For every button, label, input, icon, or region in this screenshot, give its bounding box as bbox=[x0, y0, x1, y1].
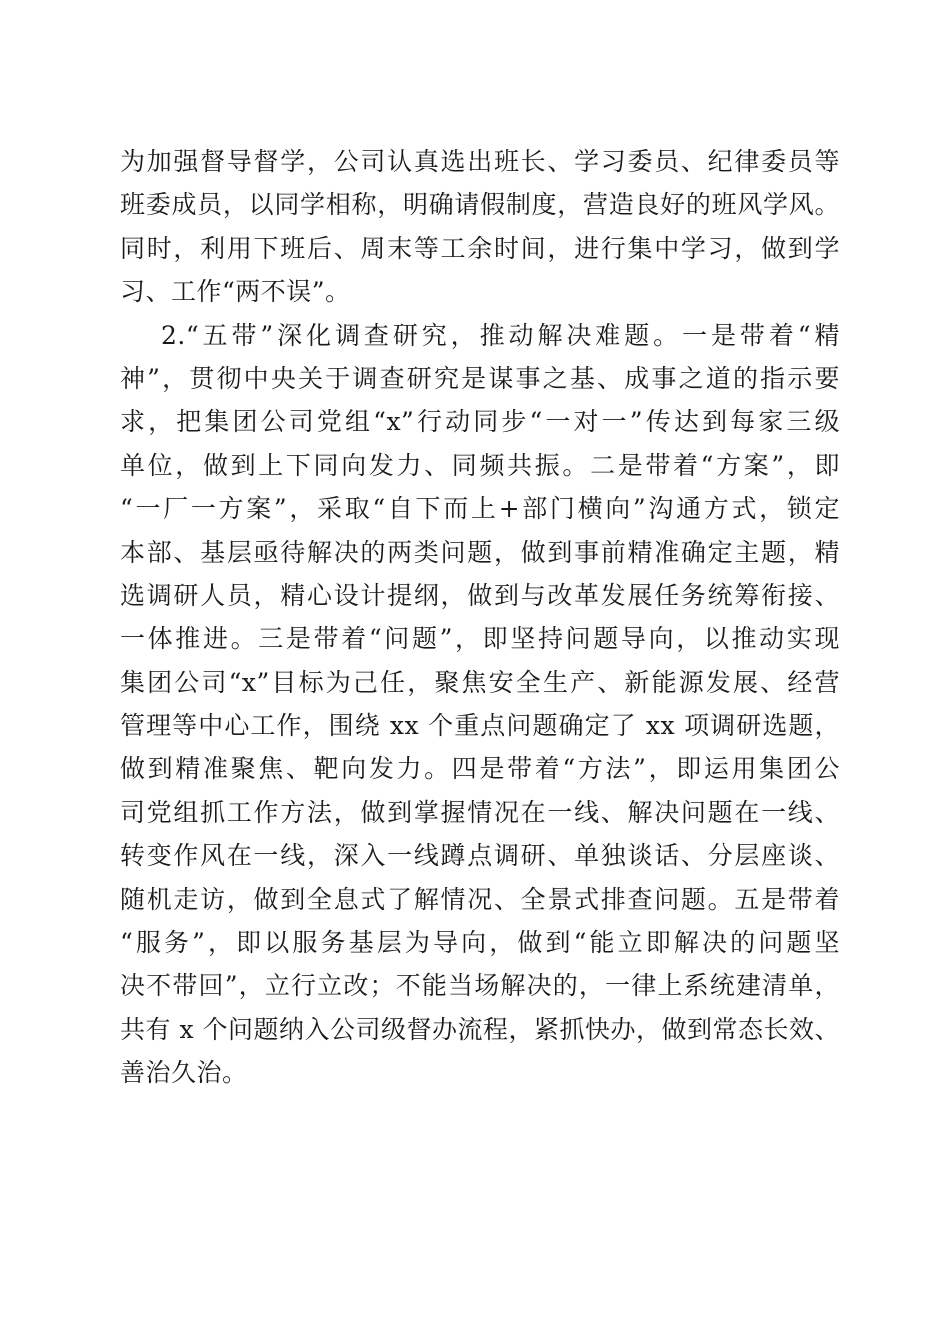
paragraph-line: “服务”，即以服务基层为导向，做到“能立即解决的问题坚 bbox=[120, 928, 840, 958]
paragraph-1 bbox=[120, 140, 840, 314]
paragraph-line: 一体推进。三是带着“问题”，即坚持问题导向，以推动实现 bbox=[120, 624, 840, 654]
paragraph-line: 同时，利用下班后、周末等工余时间，进行集中学习，做到学 bbox=[120, 233, 840, 263]
paragraph-line: 共有 x 个问题纳入公司级督办流程，紧抓快办，做到常态长效、 bbox=[120, 1014, 840, 1044]
paragraph-line: “一厂一方案”，采取“自下而上+部门横向”沟通方式，锁定 bbox=[120, 494, 840, 524]
paragraph-2 bbox=[120, 314, 840, 1095]
paragraph-line: 选调研人员，精心设计提纲，做到与改革发展任务统筹衔接、 bbox=[120, 580, 840, 610]
paragraph-line: 2.“五带”深化调查研究，推动解决难题。一是带着“精 bbox=[161, 320, 840, 350]
paragraph-line: 决不带回”，立行立改；不能当场解决的，一律上系统建清单， bbox=[120, 971, 840, 1001]
paragraph-line: 管理等中心工作，围绕 xx 个重点问题确定了 xx 项调研选题， bbox=[120, 711, 840, 741]
paragraph-line: 班委成员，以同学相称，明确请假制度，营造良好的班风学风。 bbox=[120, 190, 840, 220]
paragraph-line: 单位，做到上下同向发力、同频共振。二是带着“方案”，即 bbox=[120, 450, 840, 480]
paragraph-line: 求，把集团公司党组“x”行动同步“一对一”传达到每家三级 bbox=[120, 407, 840, 437]
paragraph-line: 集团公司“x”目标为己任，聚焦安全生产、新能源发展、经营 bbox=[120, 667, 840, 697]
paragraph-line: 神”，贯彻中央关于调查研究是谋事之基、成事之道的指示要 bbox=[120, 363, 840, 393]
document-body bbox=[120, 140, 840, 1095]
paragraph-line: 为加强督导督学，公司认真选出班长、学习委员、纪律委员等 bbox=[120, 147, 840, 176]
paragraph-line: 转变作风在一线，深入一线蹲点调研、单独谈话、分层座谈、 bbox=[120, 841, 840, 871]
paragraph-line: 做到精准聚焦、靶向发力。四是带着“方法”，即运用集团公 bbox=[120, 754, 840, 784]
paragraph-line: 司党组抓工作方法，做到掌握情况在一线、解决问题在一线、 bbox=[120, 797, 840, 827]
paragraph-line: 善治久治。 bbox=[120, 1058, 248, 1088]
paragraph-line: 本部、基层亟待解决的两类问题，做到事前精准确定主题，精 bbox=[120, 537, 840, 567]
paragraph-line: 随机走访，做到全息式了解情况、全景式排查问题。五是带着 bbox=[120, 884, 840, 914]
paragraph-line: 习、工作“两不误”。 bbox=[120, 277, 351, 307]
